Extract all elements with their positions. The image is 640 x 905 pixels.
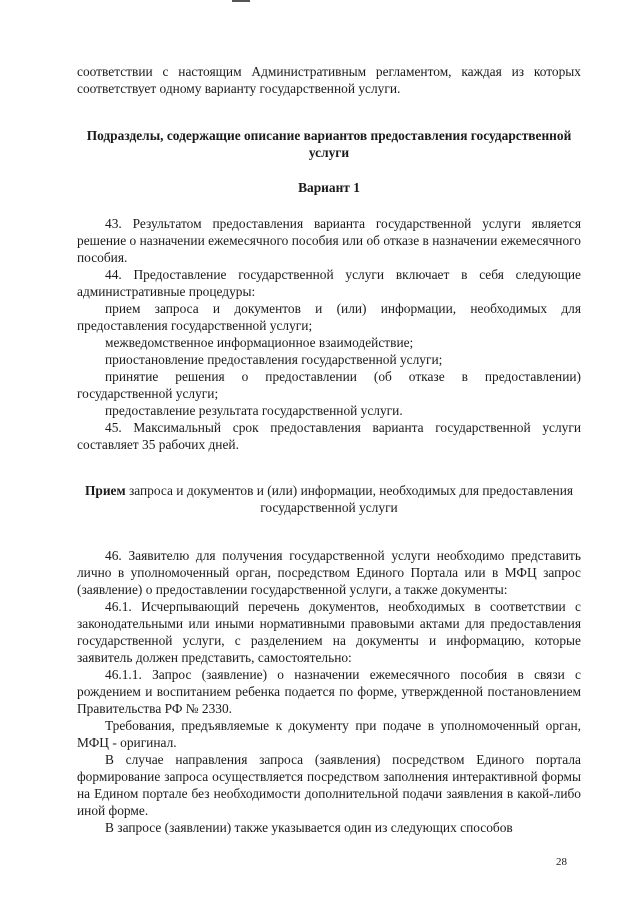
- paragraph-46-1: 46.1. Исчерпывающий перечень документов, необходимых в соответствии с законодательными или иными нормативными правовыми актами для предоставления государственной услуги, с разделением на документы и информацию, которые заявитель должен представить, самостоятельно:: [77, 599, 581, 665]
- top-edge-mark: [232, 0, 250, 2]
- paragraph-46-1-1: 46.1.1. Запрос (заявление) о назначении ежемесячного пособия в связи с рождением и воспитанием ребенка подается по форме, утвержденной постановлением Правительства РФ № 2330.: [77, 667, 581, 716]
- paragraph-44: 44. Предоставление государственной услуги включает в себя следующие административные процедуры:: [77, 267, 581, 299]
- document-page: [77, 63, 581, 836]
- paragraph-portal: В случае направления запроса (заявления) посредством Единого портала формирование запроса осуществляется посредством заполнения интерактивной формы на Едином портале без необходимости дополнительной подачи заявления в какой-либо иной форме.: [77, 752, 581, 818]
- paragraph-43: 43. Результатом предоставления варианта государственной услуги является решение о назначении ежемесячного пособия или об отказе в назначении ежемесячного пособия.: [77, 216, 581, 265]
- heading-reception-rest: запроса и документов и (или) информации, необходимых для предоставления государственной услуги: [125, 483, 574, 515]
- paragraph-methods: В запросе (заявлении) также указывается один из следующих способов: [105, 820, 513, 835]
- procedure-item-3: приостановление предоставления государственной услуги;: [105, 352, 443, 367]
- heading-reception: [77, 482, 581, 516]
- paragraph-continuation: соответствии с настоящим Административным регламентом, каждая из которых соответствует одному варианту государственной услуги.: [77, 64, 581, 96]
- paragraph-requirements: Требования, предъявляемые к документу при подаче в уполномоченный орган, МФЦ - оригинал.: [77, 718, 581, 750]
- paragraph-45: 45. Максимальный срок предоставления варианта государственной услуги составляет 35 рабочих дней.: [77, 420, 581, 452]
- paragraph-46: 46. Заявителю для получения государственной услуги необходимо представить лично в уполномоченный орган, посредством Единого Портала или в МФЦ запрос (заявление) о предоставлении государственной услуги, а также документы:: [77, 548, 581, 597]
- procedure-item-1: прием запроса и документов и (или) информации, необходимых для предоставления государственной услуги;: [77, 301, 581, 333]
- page-number: 28: [556, 856, 567, 868]
- procedure-item-5: предоставление результата государственной услуги.: [105, 403, 403, 418]
- procedure-item-4: принятие решения о предоставлении (об отказе в предоставлении) государственной услуги;: [77, 369, 581, 401]
- heading-subsections: Подразделы, содержащие описание вариантов предоставления государственной услуги: [86, 128, 572, 160]
- heading-variant: Вариант 1: [298, 180, 360, 195]
- heading-reception-bold: Прием: [84, 483, 126, 498]
- procedure-item-2: межведомственное информационное взаимодействие;: [105, 335, 414, 350]
